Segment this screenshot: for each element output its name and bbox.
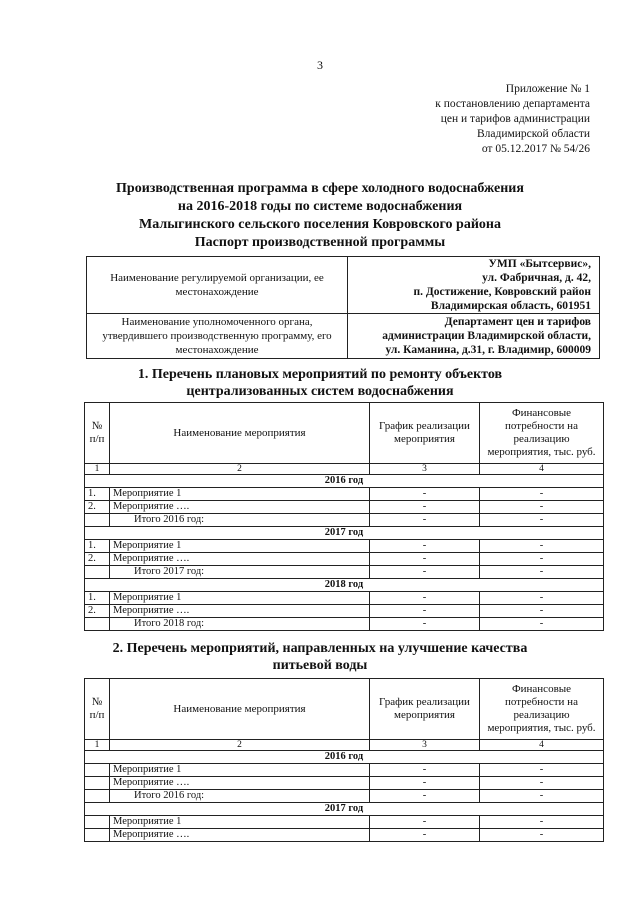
table-row — [85, 816, 604, 829]
schedule-cell: - — [370, 488, 480, 501]
row-number — [85, 790, 110, 803]
schedule-cell: - — [370, 566, 480, 579]
title-line: на 2016-2018 годы по системе водоснабжения — [177, 199, 463, 214]
row-number — [85, 829, 110, 842]
passport-title: Паспорт производственной программы — [194, 235, 446, 250]
schedule-cell: - — [370, 605, 480, 618]
total-label: Итого 2016 год: — [110, 790, 370, 803]
title-line: Малыгинского сельского поселения Ковровского района — [139, 217, 501, 232]
year-label: 2017 год — [85, 527, 604, 540]
row-number — [85, 566, 110, 579]
finance-cell: - — [480, 592, 604, 605]
measure-name: Мероприятие 1 — [110, 488, 370, 501]
schedule-cell: - — [370, 618, 480, 631]
appendix-line: к постановлению департамента — [435, 98, 590, 110]
table-row — [85, 764, 604, 777]
year-row — [85, 527, 604, 540]
value-line: ул. Фабричная, д. 42, — [482, 272, 591, 284]
finance-cell: - — [480, 829, 604, 842]
column-header: График реализации мероприятия — [370, 403, 480, 464]
value-line: п. Достижение, Ковровский район — [413, 286, 591, 298]
section-title-line: питьевой воды — [272, 658, 368, 673]
value-line: Департамент цен и тарифов — [444, 316, 591, 328]
schedule-cell: - — [370, 816, 480, 829]
row-number — [85, 777, 110, 790]
row-number — [85, 618, 110, 631]
section-title-line: 2. Перечень мероприятий, направленных на улучшение качества — [112, 641, 528, 656]
column-header: График реализации мероприятия — [370, 679, 480, 740]
appendix-block — [400, 82, 590, 157]
finance-cell: - — [480, 764, 604, 777]
finance-cell: - — [480, 816, 604, 829]
year-row — [85, 475, 604, 488]
finance-cell: - — [480, 501, 604, 514]
table-row — [85, 553, 604, 566]
passport-label: Наименование уполномоченного органа, утвердившего производственную программу, его местонахождение — [87, 314, 348, 359]
table-row — [85, 501, 604, 514]
column-header: Финансовые потребности на реализацию мероприятия, тыс. руб. — [480, 679, 604, 740]
table-row — [85, 592, 604, 605]
header-row — [85, 679, 604, 740]
table-row — [85, 777, 604, 790]
table-row — [85, 540, 604, 553]
table-row — [85, 829, 604, 842]
passport-value — [348, 314, 600, 359]
schedule-cell: - — [370, 540, 480, 553]
repair-measures-table — [84, 402, 604, 631]
year-label: 2016 год — [85, 751, 604, 764]
total-label: Итого 2017 год: — [110, 566, 370, 579]
column-header: Наименование мероприятия — [110, 403, 370, 464]
appendix-line: от 05.12.2017 № 54/26 — [481, 143, 590, 155]
value-line: ул. Каманина, д.31, г. Владимир, 600009 — [385, 344, 591, 356]
column-number: 4 — [480, 464, 604, 475]
value-line: администрации Владимирской области, — [382, 330, 591, 342]
measure-name: Мероприятие 1 — [110, 592, 370, 605]
year-row — [85, 579, 604, 592]
row-number: 1. — [85, 592, 110, 605]
measure-name: Мероприятие 1 — [110, 540, 370, 553]
column-header: Наименование мероприятия — [110, 679, 370, 740]
header-row — [85, 403, 604, 464]
passport-value — [348, 257, 600, 314]
row-number: 1. — [85, 540, 110, 553]
schedule-cell: - — [370, 514, 480, 527]
row-number: 2. — [85, 605, 110, 618]
table-row — [85, 605, 604, 618]
row-number: 1. — [85, 488, 110, 501]
finance-cell: - — [480, 566, 604, 579]
total-row — [85, 566, 604, 579]
year-label: 2018 год — [85, 579, 604, 592]
row-number — [85, 514, 110, 527]
water-quality-measures-table — [84, 678, 604, 842]
finance-cell: - — [480, 540, 604, 553]
document-title — [60, 180, 580, 234]
measure-name: Мероприятие …. — [110, 829, 370, 842]
schedule-cell: - — [370, 777, 480, 790]
year-label: 2017 год — [85, 803, 604, 816]
section-title-line: централизованных систем водоснабжения — [186, 384, 454, 399]
finance-cell: - — [480, 777, 604, 790]
passport-label: Наименование регулируемой организации, ее местонахождение — [87, 257, 348, 314]
appendix-line: Приложение № 1 — [505, 83, 590, 95]
total-row — [85, 618, 604, 631]
page-number: 3 — [317, 58, 323, 72]
value-line: Владимирская область, 601951 — [430, 300, 591, 312]
finance-cell: - — [480, 790, 604, 803]
value-line: УМП «Бытсервис», — [488, 258, 591, 270]
schedule-cell: - — [370, 592, 480, 605]
finance-cell: - — [480, 618, 604, 631]
section2-title — [60, 640, 580, 674]
total-label: Итого 2016 год: — [110, 514, 370, 527]
row-number — [85, 816, 110, 829]
section-title-line: 1. Перечень плановых мероприятий по ремонту объектов — [137, 367, 503, 382]
schedule-cell: - — [370, 553, 480, 566]
table-row — [85, 488, 604, 501]
passport-row — [87, 314, 600, 359]
column-number: 4 — [480, 740, 604, 751]
measure-name: Мероприятие 1 — [110, 816, 370, 829]
column-number: 3 — [370, 464, 480, 475]
row-number — [85, 764, 110, 777]
passport-row — [87, 257, 600, 314]
title-line: Производственная программа в сфере холодного водоснабжения — [116, 181, 524, 196]
column-number: 1 — [85, 740, 110, 751]
total-label: Итого 2018 год: — [110, 618, 370, 631]
column-header: Финансовые потребности на реализацию мероприятия, тыс. руб. — [480, 403, 604, 464]
passport-table — [86, 256, 600, 359]
finance-cell: - — [480, 514, 604, 527]
schedule-cell: - — [370, 790, 480, 803]
column-header: № п/п — [85, 679, 110, 740]
appendix-line: цен и тарифов администрации — [440, 113, 590, 125]
year-row — [85, 803, 604, 816]
schedule-cell: - — [370, 501, 480, 514]
year-row — [85, 751, 604, 764]
measure-name: Мероприятие …. — [110, 605, 370, 618]
year-label: 2016 год — [85, 475, 604, 488]
row-number: 2. — [85, 553, 110, 566]
finance-cell: - — [480, 553, 604, 566]
section1-title — [60, 366, 580, 400]
measure-name: Мероприятие …. — [110, 553, 370, 566]
schedule-cell: - — [370, 764, 480, 777]
column-header: № п/п — [85, 403, 110, 464]
finance-cell: - — [480, 605, 604, 618]
schedule-cell: - — [370, 829, 480, 842]
measure-name: Мероприятие 1 — [110, 764, 370, 777]
appendix-line: Владимирской области — [476, 128, 590, 140]
total-row — [85, 514, 604, 527]
column-number: 1 — [85, 464, 110, 475]
measure-name: Мероприятие …. — [110, 777, 370, 790]
column-number: 3 — [370, 740, 480, 751]
column-number: 2 — [110, 464, 370, 475]
column-number-row — [85, 740, 604, 751]
total-row — [85, 790, 604, 803]
finance-cell: - — [480, 488, 604, 501]
column-number-row — [85, 464, 604, 475]
column-number: 2 — [110, 740, 370, 751]
row-number: 2. — [85, 501, 110, 514]
measure-name: Мероприятие …. — [110, 501, 370, 514]
